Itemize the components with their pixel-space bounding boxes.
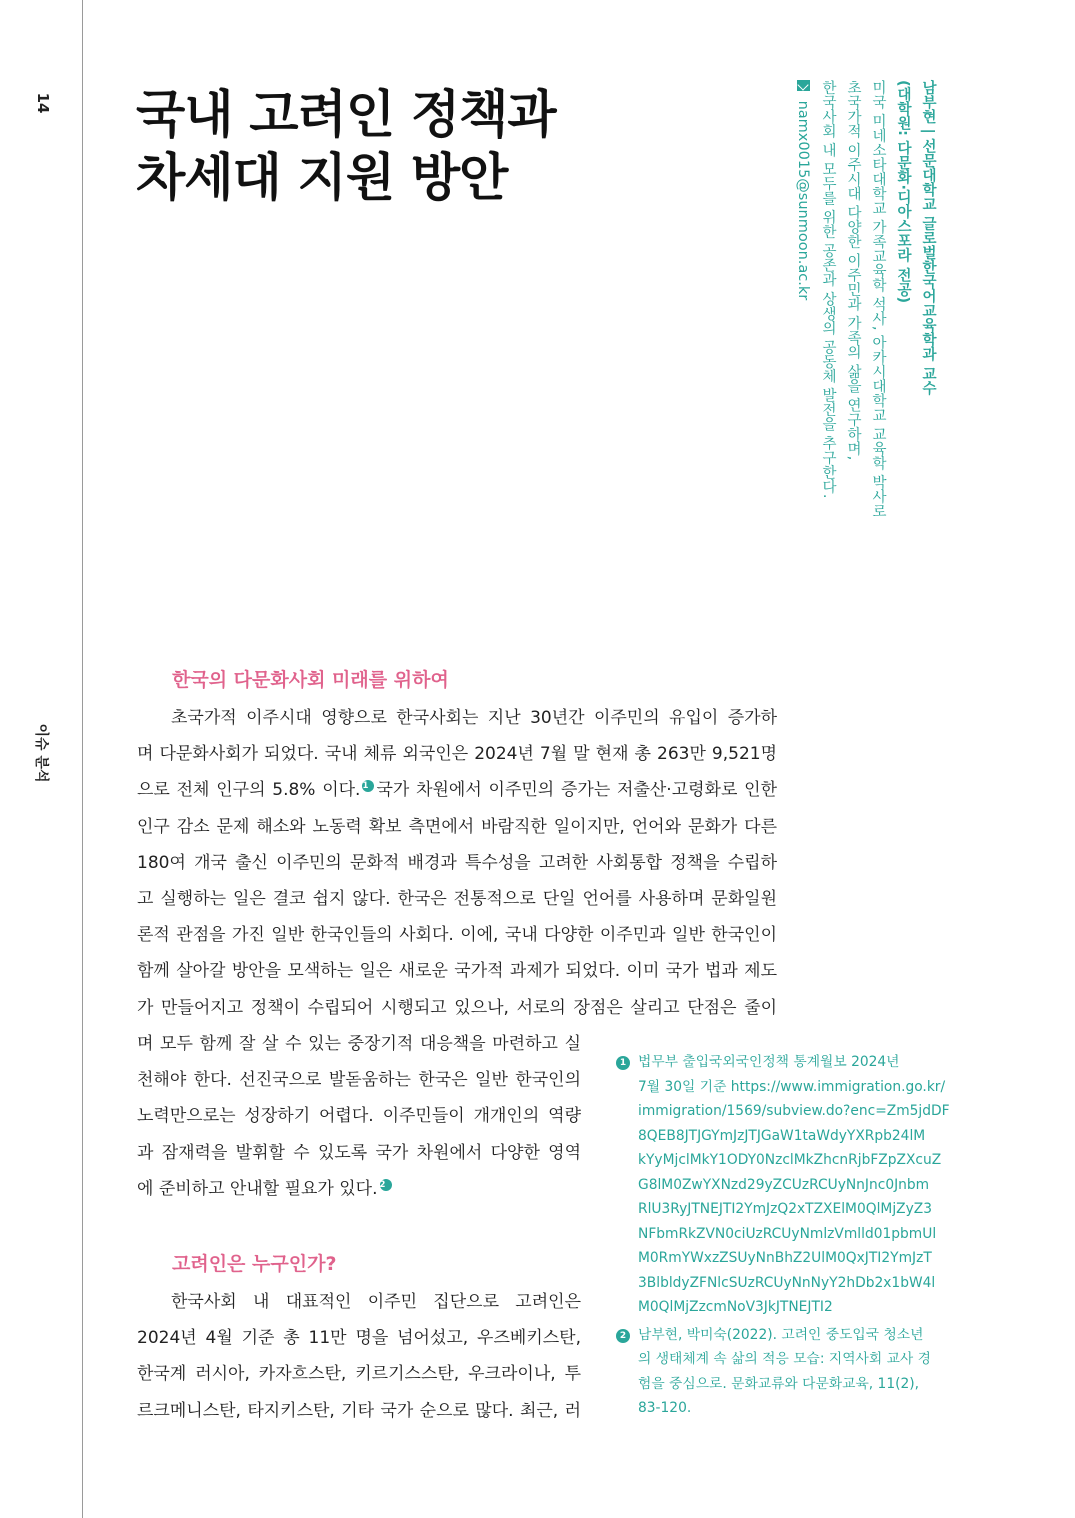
section-heading-2: 고려인은 누구인가? <box>172 1253 337 1275</box>
footnote-line: 법무부 출입국외국인정책 통계월보 2024년 <box>638 1054 900 1070</box>
margin-rule <box>82 0 83 1518</box>
text-line: 180여 개국 출신 이주민의 문화적 배경과 특수성을 고려한 사회통합 정책을 수립하 <box>137 852 777 873</box>
text-fragment: 으로 전체 인구의 5.8% 이다. <box>137 780 361 801</box>
text-line: 천해야 한다. 선진국으로 발돋움하는 한국은 일반 한국인의 <box>137 1070 581 1091</box>
text-line: 한국사회 내 대표적인 이주민 집단으로 고려인은 <box>171 1292 581 1312</box>
article-title <box>136 84 556 210</box>
author-info <box>790 80 940 550</box>
footnote-link-line[interactable]: kYyMjclMkY1ODY0NzclMkZhcnRjbFZpZXcuZ <box>638 1152 942 1168</box>
paragraph-2 <box>137 1284 581 1429</box>
footnotes <box>616 1050 950 1424</box>
footnote-link-line[interactable]: 8QEB8JTJGYmJzJTJGaW1taWdyYXRpb24lM <box>638 1127 926 1144</box>
footnote-number-1: 1 <box>616 1056 630 1070</box>
author-dept: (대학원: 다문화·디아스포라 전공) <box>895 80 911 304</box>
footnote-link-line[interactable]: RlU3RyJTNEJTI2YmJzQ2xTZXElM0QlMjZyZ3 <box>638 1201 932 1217</box>
footnote-link-line[interactable]: G8lM0ZwYXNzd29yZCUzRCUyNnJnc0Jnbm <box>638 1176 930 1193</box>
footnote-link-line[interactable]: M0RmYWxzZSUyNnBhZ2UlM0QxJTI2YmJzT <box>638 1250 932 1266</box>
text-fragment: 에 준비하고 안내할 필요가 있다. <box>137 1178 378 1199</box>
text-line: 르크메니스탄, 타지키스탄, 기타 국가 순으로 많다. 최근, 러 <box>137 1400 581 1421</box>
author-bio-2: 초국가적 이주시대 다양한 이주민과 가족의 삶을 연구하며, <box>845 80 861 461</box>
footnote-line: 남부현, 박미숙(2022). 고려인 중도입국 청소년 <box>638 1326 924 1343</box>
author-bio-3: 한국사회 내 모두를 위한 공존과 상생의 공동체 발전을 추구한다. <box>820 80 836 499</box>
author-bio-1: 미국 미네소타대학교 가족교육학 석사, 아카시대학교 교육학 박사로 <box>870 80 886 519</box>
footnote-line: 83-120. <box>638 1400 692 1416</box>
text-line <box>137 1171 581 1207</box>
footnote-mark-1[interactable]: 1 <box>362 780 374 792</box>
footnote-2 <box>616 1323 941 1421</box>
footnote-link-line[interactable]: 3BlbldyZFNlcSUzRCUyNnNyY2hDb2x1bW4l <box>638 1274 936 1291</box>
text-line: 노력만으로는 성장하기 어렵다. 이주민들이 개개인의 역량 <box>137 1106 581 1127</box>
author-name: 남부현 | 선문대학교 글로벌한국어교육학과 교수 <box>920 80 936 396</box>
footnote-number-2: 2 <box>616 1329 630 1343</box>
page-number: 14 <box>34 92 52 114</box>
text-line: 가 만들어지고 정책이 수립되어 시행되고 있으나, 서로의 장점은 살리고 단점은 줄이 <box>137 997 777 1018</box>
footnote-link-line[interactable]: 7월 30일 기준 https://www.immigration.go.kr/ <box>638 1078 946 1095</box>
section-heading-1: 한국의 다문화사회 미래를 위하여 <box>172 669 449 691</box>
footnote-link-line[interactable]: NFbmRkZVN0ciUzRCUyNmlzVmlld01pbmUl <box>638 1225 937 1242</box>
title-line-1: 국내 고려인 정책과 <box>136 86 556 145</box>
text-line <box>137 772 777 808</box>
text-line: 고 실행하는 일은 결코 쉽지 않다. 한국은 전통적으로 단일 언어를 사용하며 문화일원 <box>137 889 777 910</box>
text-line: 한국계 러시아, 카자흐스탄, 키르기스스탄, 우크라이나, 투 <box>137 1364 581 1385</box>
paragraph-1 <box>137 700 777 1026</box>
footnote-link-line[interactable]: M0QlMjZzcmNoV3JkJTNEJTI2 <box>638 1299 833 1315</box>
footnote-1 <box>616 1050 950 1320</box>
text-line: 함께 살아갈 방안을 모색하는 일은 새로운 국가적 과제가 되었다. 이미 국가 법과 제도 <box>137 961 777 982</box>
text-line: 며 모두 함께 잘 살 수 있는 중장기적 대응책을 마련하고 실 <box>137 1034 581 1054</box>
text-line: 며 다문화사회가 되었다. 국내 체류 외국인은 2024년 7월 말 현재 총 263만 9,521명 <box>137 744 777 765</box>
footnote-line: 의 생태체계 속 삶의 적응 모습: 지역사회 교사 경 <box>638 1351 931 1367</box>
section-tag: 이슈 분석 <box>33 723 49 783</box>
text-line: 과 잠재력을 발휘할 수 있도록 국가 차원에서 다양한 영역 <box>137 1142 581 1163</box>
footnote-line: 험을 중심으로. 문화교류와 다문화교육, 11(2), <box>638 1375 920 1392</box>
footnote-link-line[interactable]: immigration/1569/subview.do?enc=Zm5jdDF <box>638 1103 950 1119</box>
text-line: 론적 관점을 가진 일반 한국인들의 사회다. 이에, 국내 다양한 이주민과 일반 한국인이 <box>137 925 777 946</box>
footnote-mark-2[interactable]: 2 <box>380 1179 392 1191</box>
text-fragment: 국가 차원에서 이주민의 증가는 저출산·고령화로 인한 <box>376 780 777 801</box>
author-email-line <box>790 80 815 550</box>
text-line: 2024년 4월 기준 총 11만 명을 넘어섰고, 우즈베키스탄, <box>137 1328 581 1349</box>
text-line: 초국가적 이주시대 영향으로 한국사회는 지난 30년간 이주민의 유입이 증가하 <box>171 708 777 728</box>
paragraph-1-continued <box>137 1026 581 1207</box>
mail-icon <box>797 80 810 91</box>
text-line: 인구 감소 문제 해소와 노동력 확보 측면에서 바람직한 일이지만, 언어와 문화가 다른 <box>137 816 777 837</box>
title-line-2: 차세대 지원 방안 <box>136 149 508 208</box>
author-email[interactable]: namx0015@sunmoon.ac.kr <box>795 100 811 301</box>
